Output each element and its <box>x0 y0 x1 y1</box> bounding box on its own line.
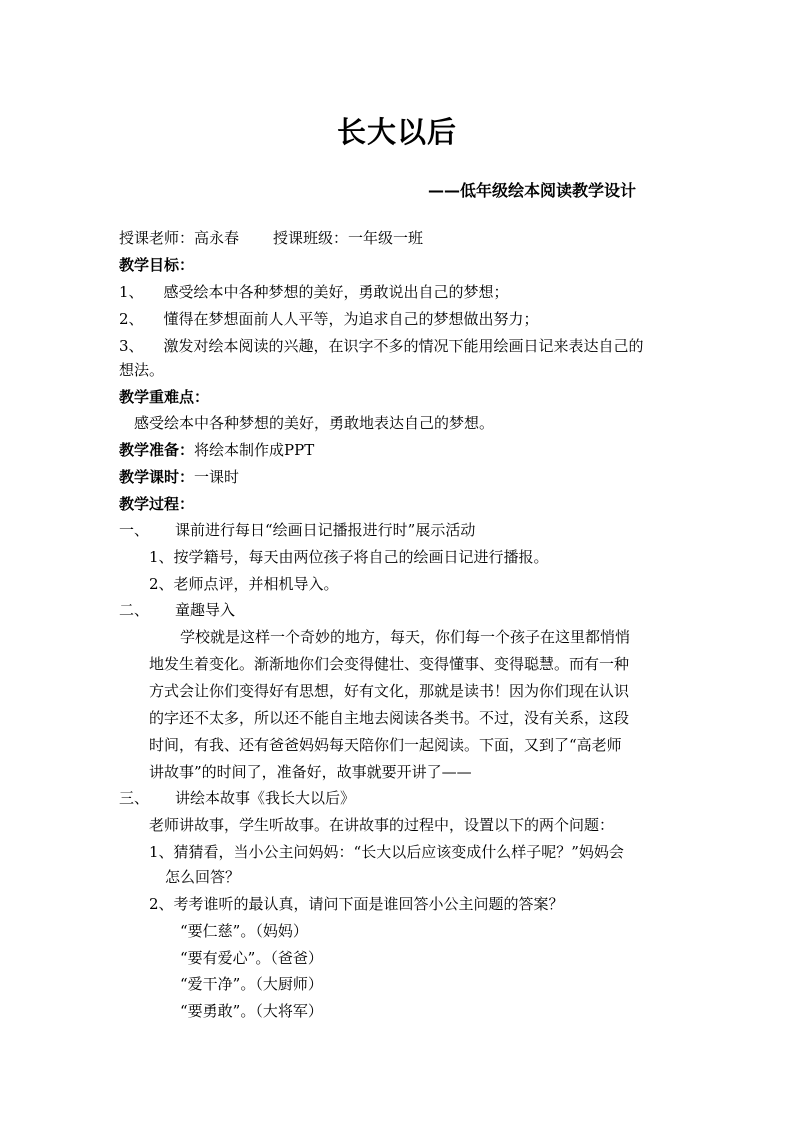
class-name: 一年级一班 <box>348 229 424 247</box>
answer-item: “要勇敢”。（大将军） <box>180 1002 323 1020</box>
document-title: 长大以后 <box>336 115 457 149</box>
question-continuation: 怎么回答？ <box>165 868 241 886</box>
paragraph-line: 时间，有我、还有爸爸妈妈每天陪你们一起阅读。下面，又到了“高老师 <box>149 736 622 754</box>
objectives-heading: 教学目标： <box>119 256 195 274</box>
objective-text: 感受绘本中各种梦想的美好，勇敢说出自己的梦想； <box>163 283 509 301</box>
section-number: 二、 <box>119 601 150 619</box>
objective-item <box>119 308 539 330</box>
preparation-text: 将绘本制作成PPT <box>194 441 315 459</box>
objective-number: 1、 <box>119 283 144 301</box>
answer-item: “要有爱心”。（爸爸） <box>180 949 323 967</box>
objective-number: 3、 <box>119 337 144 355</box>
objective-text: 懂得在梦想面前人人平等，为追求自己的梦想做出努力； <box>163 310 539 328</box>
paragraph-line: 的字还不太多，所以还不能自主地去阅读各类书。不过，没有关系，这段 <box>149 709 630 727</box>
objective-item <box>119 335 644 357</box>
section-number: 一、 <box>119 521 150 539</box>
paragraph-line: 讲故事”的时间了，准备好，故事就要开讲了—— <box>149 763 472 781</box>
section-intro: 老师讲故事，学生听故事。在讲故事的过程中，设置以下的两个问题： <box>149 816 615 834</box>
teacher-label: 授课老师： <box>119 229 195 247</box>
question-line: 2、考考谁听的最认真，请问下面是谁回答小公主问题的答案？ <box>149 895 564 913</box>
info-line <box>119 227 423 249</box>
section-title: 课前进行每日“绘画日记播报进行时”展示活动 <box>175 521 476 539</box>
key-points-text: 感受绘本中各种梦想的美好，勇敢地表达自己的梦想。 <box>134 414 495 432</box>
class-label: 授课班级： <box>273 229 349 247</box>
duration-heading: 教学课时： <box>119 468 195 486</box>
list-item: 2、老师点评，并相机导入。 <box>149 575 339 593</box>
duration-text: 一课时 <box>194 468 240 486</box>
objective-continuation: 想法。 <box>119 361 165 379</box>
key-points-heading: 教学重难点： <box>119 388 210 406</box>
list-item: 1、按学籍号，每天由两位孩子将自己的绘画日记进行播报。 <box>149 548 549 566</box>
section-heading <box>119 599 235 621</box>
paragraph-line: 方式会让你们变得好有思想，好有文化，那就是读书！因为你们现在认识 <box>149 682 630 700</box>
objective-text: 激发对绘本阅读的兴趣，在识字不多的情况下能用绘画日记来表达自己的 <box>163 337 644 355</box>
section-title: 讲绘本故事《我长大以后》 <box>175 789 356 807</box>
section-title: 童趣导入 <box>175 601 236 619</box>
process-heading: 教学过程： <box>119 495 195 513</box>
preparation-line <box>119 439 314 461</box>
section-heading <box>119 787 355 809</box>
objective-item <box>119 281 509 303</box>
section-heading <box>119 519 475 541</box>
preparation-heading: 教学准备： <box>119 441 195 459</box>
paragraph-line: 地发生着变化。渐渐地你们会变得健壮、变得懂事、变得聪慧。而有一种 <box>149 655 630 673</box>
question-line: 1、猜猜看，当小公主问妈妈：“长大以后应该变成什么样子呢？”妈妈会 <box>149 843 624 861</box>
answer-item: “爱干净”。（大厨师） <box>180 975 323 993</box>
answer-item: “要仁慈”。（妈妈） <box>180 922 308 940</box>
paragraph-line: 学校就是这样一个奇妙的地方，每天，你们每一个孩子在这里都悄悄 <box>180 628 631 646</box>
document-subtitle: ——低年级绘本阅读教学设计 <box>427 181 636 200</box>
objective-number: 2、 <box>119 310 144 328</box>
section-number: 三、 <box>119 789 150 807</box>
duration-line <box>119 466 239 488</box>
teacher-name: 高永春 <box>194 229 240 247</box>
